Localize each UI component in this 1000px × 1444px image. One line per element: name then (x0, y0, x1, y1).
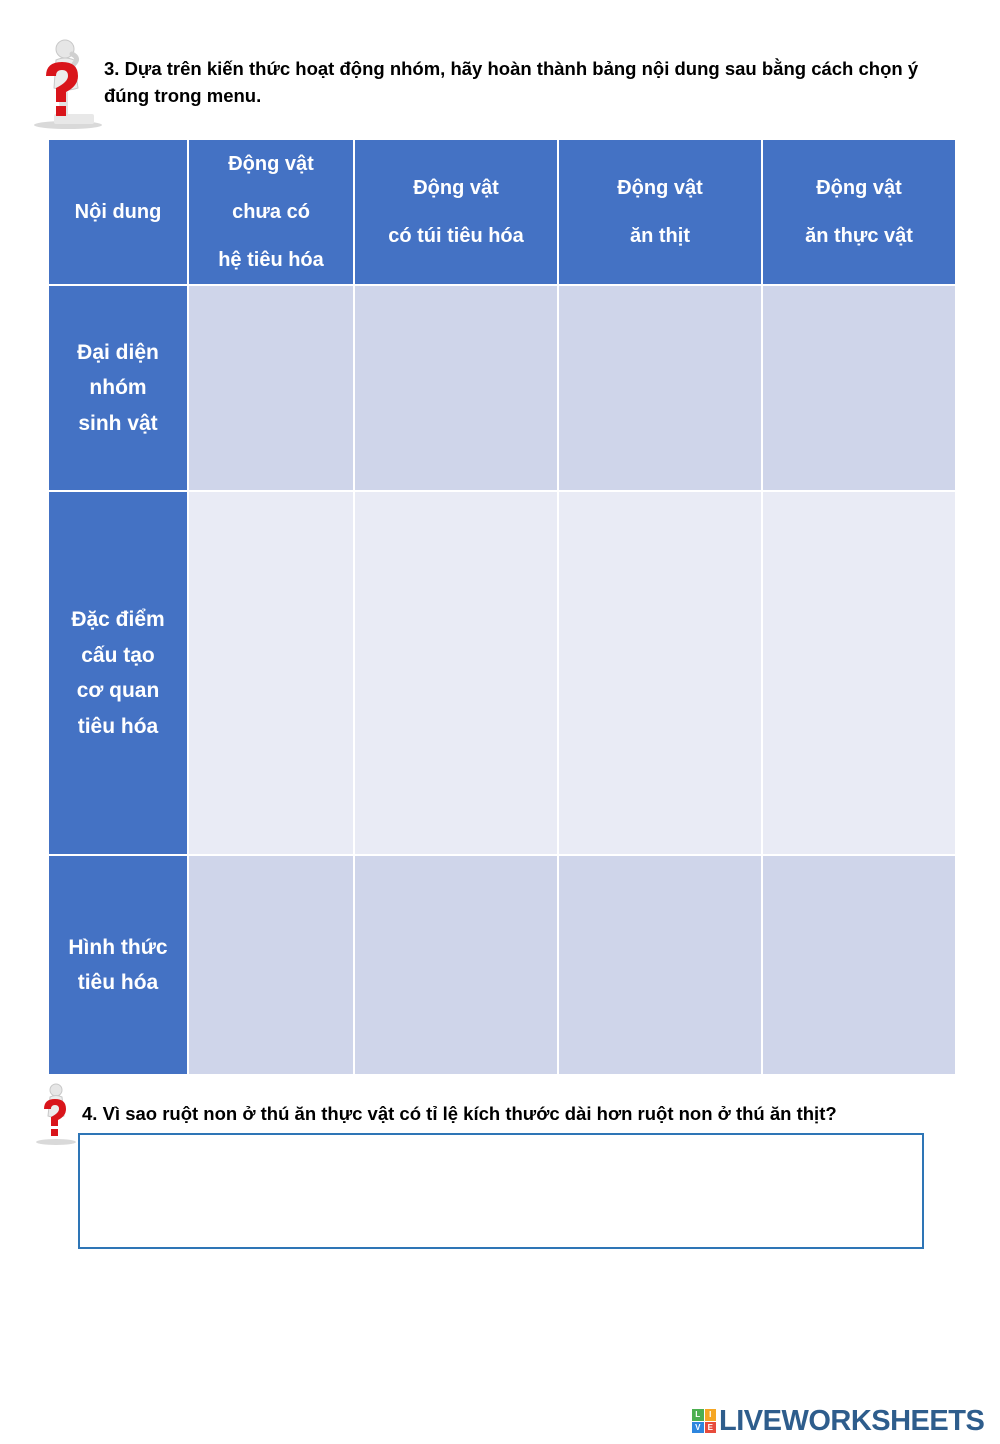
logo-text: LIVEWORKSHEETS (719, 1404, 985, 1437)
answer-cell[interactable] (189, 856, 353, 1074)
answer-cell[interactable] (763, 286, 955, 490)
answer-cell[interactable] (559, 286, 761, 490)
logo-tiles-icon: L I V E (692, 1409, 716, 1433)
answer-cell[interactable] (559, 856, 761, 1074)
answer-cell[interactable] (189, 492, 353, 854)
row-header-dai-dien: Đại diện nhóm sinh vật (49, 286, 187, 490)
question-3-text: 3. Dựa trên kiến thức hoạt động nhóm, hãy hoàn thành bảng nội dung sau bằng cách chọn ý đúng trong menu. (104, 58, 919, 106)
liveworksheets-logo (692, 1404, 984, 1438)
header-noi-dung: Nội dung (49, 140, 187, 284)
question-4-text: 4. Vì sao ruột non ở thú ăn thực vật có tỉ lệ kích thước dài hơn ruột non ở thú ăn thịt? (82, 1103, 837, 1124)
row-header-dac-diem: Đặc điểm cấu tạo cơ quan tiêu hóa (49, 492, 187, 854)
question-mark-figure-icon (30, 1082, 82, 1146)
answer-cell[interactable] (355, 492, 557, 854)
header-an-thuc-vat: Động vật ăn thực vật (763, 140, 955, 284)
row-header-hinh-thuc: Hình thức tiêu hóa (49, 856, 187, 1074)
header-co-tui-tieu-hoa: Động vật có túi tiêu hóa (355, 140, 557, 284)
question-mark-figure-icon (18, 36, 114, 132)
answer-textbox[interactable] (78, 1133, 924, 1249)
answer-cell[interactable] (763, 856, 955, 1074)
answer-cell[interactable] (189, 286, 353, 490)
content-table (47, 138, 957, 1076)
answer-cell[interactable] (763, 492, 955, 854)
header-chua-co-he-tieu-hoa: Động vật chưa có hệ tiêu hóa (189, 140, 353, 284)
answer-cell[interactable] (559, 492, 761, 854)
answer-cell[interactable] (355, 286, 557, 490)
header-an-thit: Động vật ăn thịt (559, 140, 761, 284)
answer-cell[interactable] (355, 856, 557, 1074)
